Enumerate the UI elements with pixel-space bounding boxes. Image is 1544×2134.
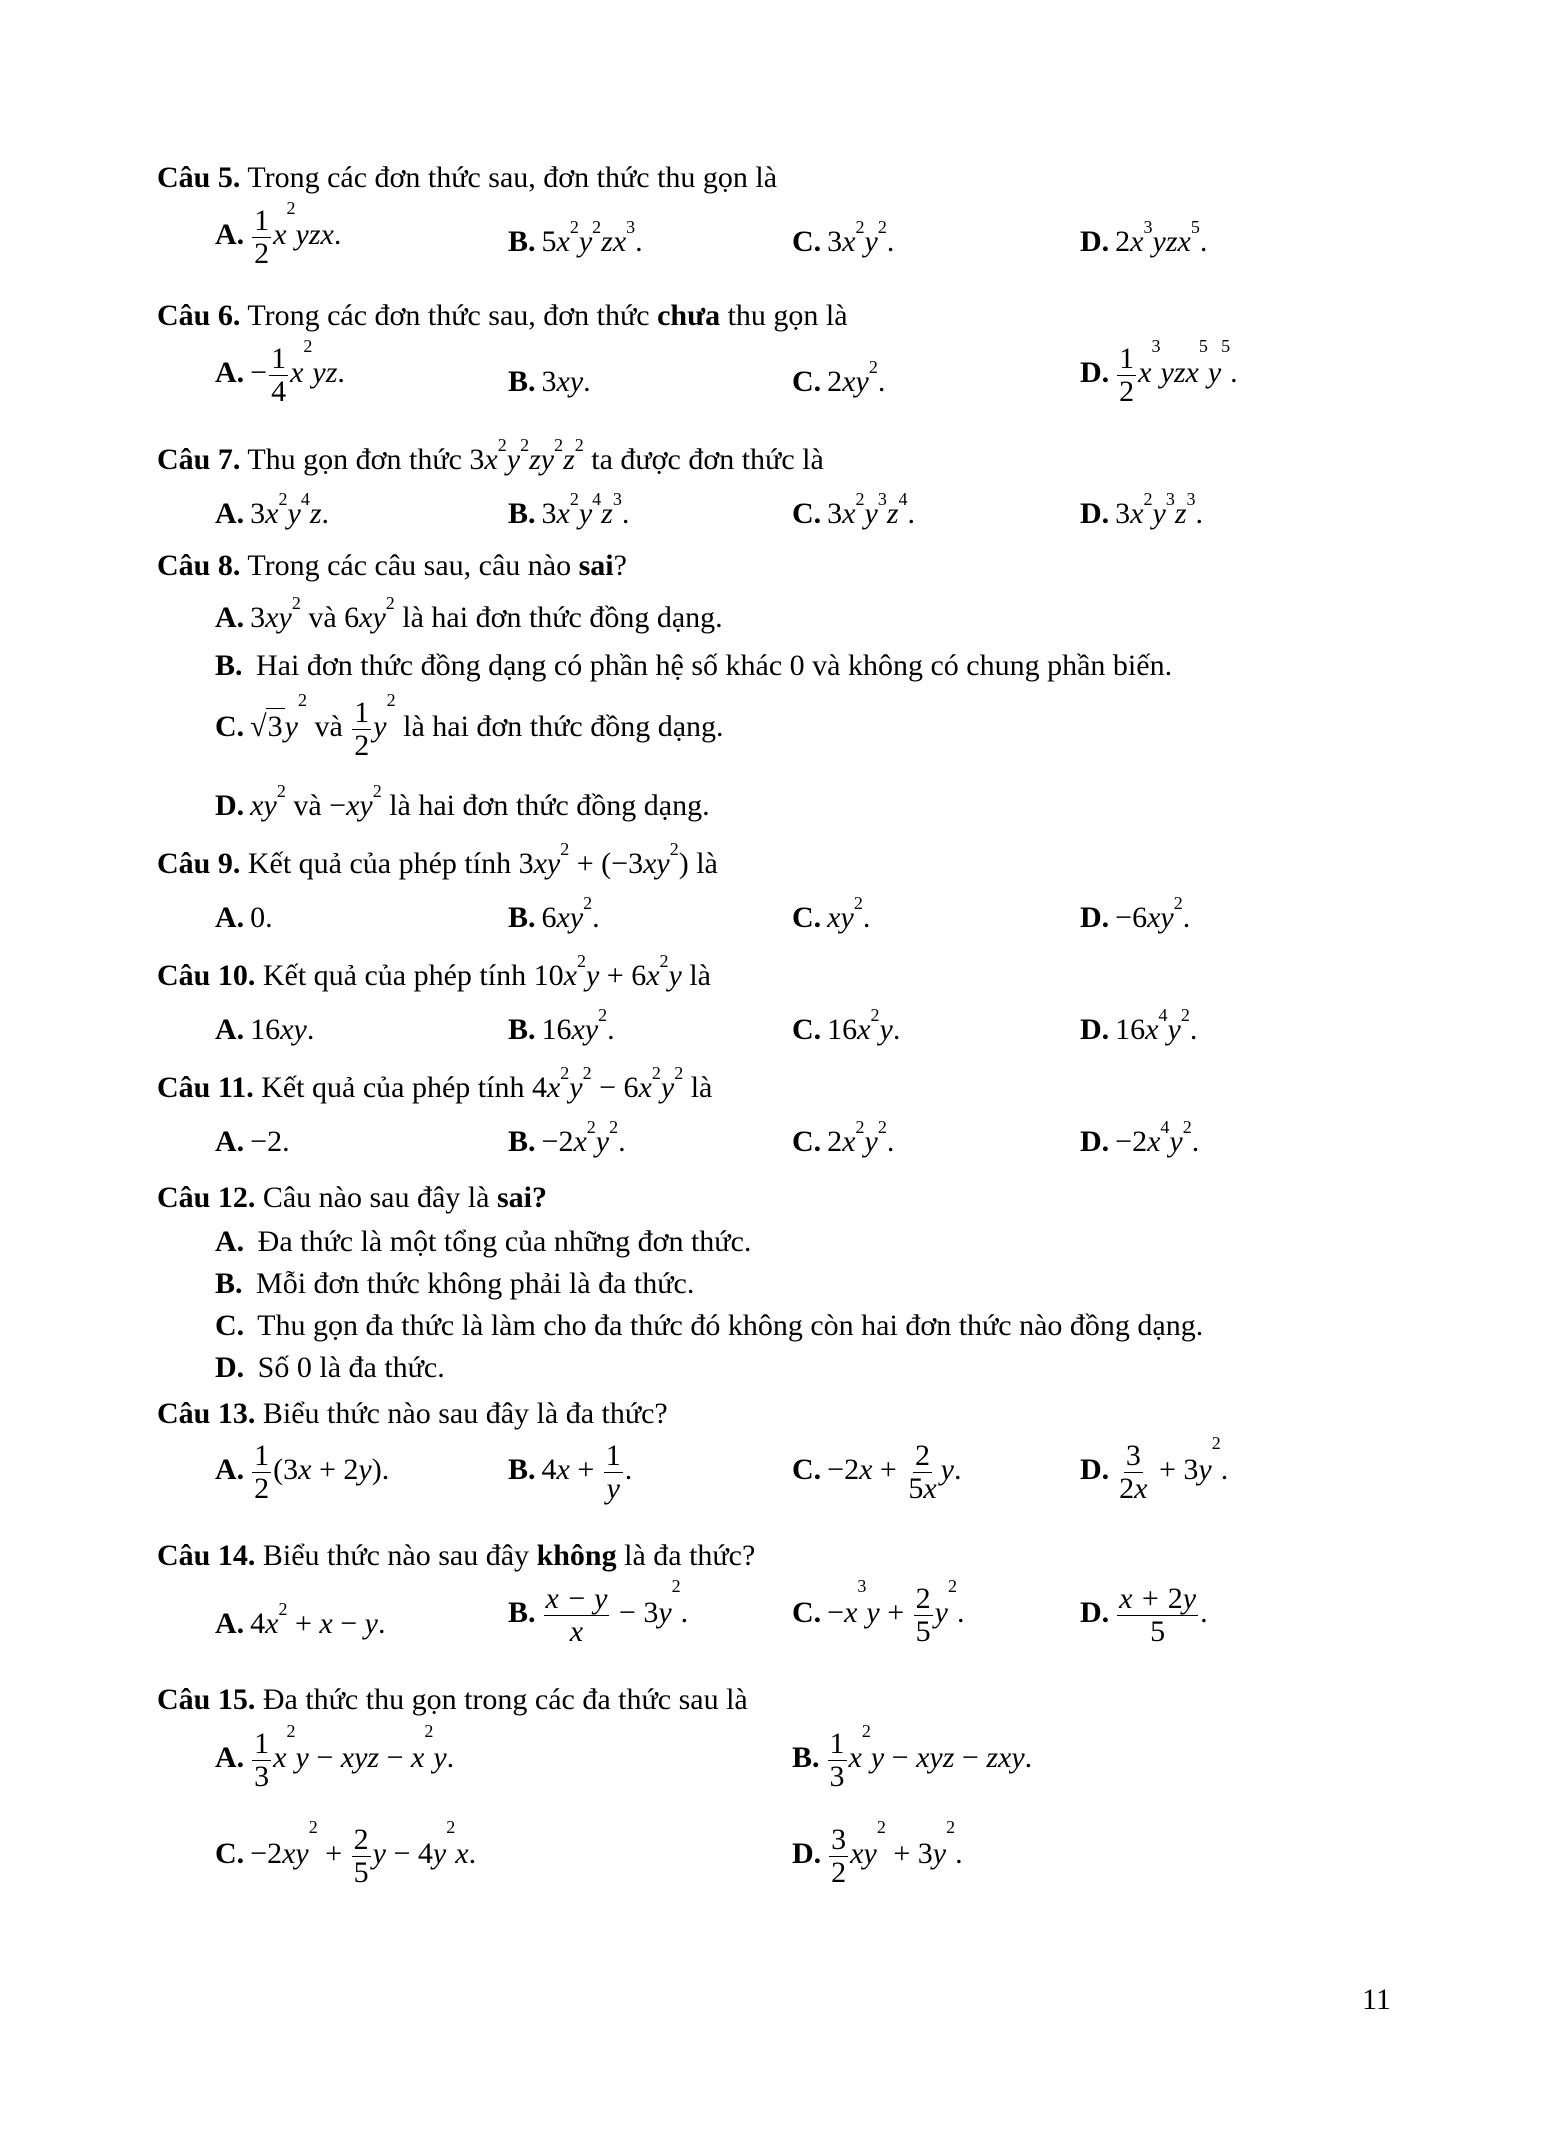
q6-option-b: B. 3xy. bbox=[508, 365, 591, 398]
q5-option-c: C. $3x^2y^2$. bbox=[792, 217, 895, 258]
q12-option-a: A. Đa thức là một tổng của những đơn thức. bbox=[215, 1225, 752, 1258]
q15-option-d: D. $\frac{3}{2}$ $xy^2 + 3y^2$. bbox=[792, 1817, 963, 1889]
q8-option-b: B. Hai đơn thức đồng dạng có phần hệ số khác 0 và không có chung phần biến. bbox=[215, 649, 1173, 682]
q10-option-c: C. $16x^2y$. bbox=[792, 1005, 901, 1046]
q10-option-b: B. $16xy^2$. bbox=[508, 1005, 615, 1046]
q6-option-d: D. $\frac{1}{2}$ $x^3yzx^5y^5$. bbox=[1080, 336, 1238, 408]
page-number: 11 bbox=[1362, 1983, 1391, 2016]
q7-option-c: C. $3x^2y^3z^4$. bbox=[792, 489, 916, 530]
q14-option-c: C. $-x^3y$ + $\frac{2}{5}$ $y^2$. bbox=[792, 1576, 965, 1648]
q8-option-a: A. $3xy^2$ và $6xy^2$ là hai đơn thức đồng dạng. bbox=[215, 593, 723, 634]
q8-option-c: C. $√3y^2$ và $\frac{1}{2}$ $y^2$ là hai đơn thức đồng dạng. bbox=[215, 690, 724, 762]
q15-option-a: A. $\frac{1}{3}$ $x^2y$ − xyz − $x^2y$. bbox=[215, 1721, 455, 1793]
question-6: Câu 6. Trong các đơn thức sau, đơn thức chưa thu gọn là bbox=[157, 299, 848, 332]
q15-option-b: B. $\frac{1}{3}$ $x^2y$ − xyz − zxy. bbox=[792, 1721, 1033, 1793]
question-9: Câu 9. Kết quả của phép tính $3xy^2 + (-3xy^2)$ là bbox=[157, 839, 718, 880]
q14-option-d: D. $\frac{x + 2y}{5}$ . bbox=[1080, 1582, 1208, 1648]
q13-option-d: D. $\frac{3}{2x}$ + $3y^2$. bbox=[1080, 1433, 1229, 1505]
q9-option-d: D. $-6xy^2$. bbox=[1080, 893, 1191, 934]
question-14: Câu 14. Biểu thức nào sau đây không là đa thức? bbox=[157, 1539, 756, 1572]
question-11: Câu 11. Kết quả của phép tính $4x^2y^2 - 6x^2y^2$ là bbox=[157, 1063, 713, 1104]
q5-option-b: B. $5x^2y^2zx^3$. bbox=[508, 217, 643, 258]
q11-option-c: C. $2x^2y^2$. bbox=[792, 1117, 895, 1158]
q6-option-c: C. $2xy^2$. bbox=[792, 357, 886, 398]
q12-option-d: D. Số 0 là đa thức. bbox=[215, 1351, 445, 1384]
q14-option-b: B. $\frac{x - y}{x}$ − $3y^2$. bbox=[508, 1576, 689, 1648]
q13-option-a: A. $\frac{1}{2}$ (3x + 2y). bbox=[215, 1439, 390, 1505]
q11-option-b: B. $-2x^2y^2$. bbox=[508, 1117, 626, 1158]
q5-option-a: A. $\frac{1}{2}$ $x^2yzx$. bbox=[215, 198, 342, 270]
q15-option-c: C. $-2xy^2$ + $\frac{2}{5}$ $y - 4y^2x$. bbox=[215, 1817, 477, 1889]
question-10: Câu 10. Kết quả của phép tính $10x^2y + 6x^2y$ là bbox=[157, 951, 711, 992]
question-8: Câu 8. Trong các câu sau, câu nào sai? bbox=[157, 549, 627, 582]
question-13: Câu 13. Biểu thức nào sau đây là đa thức? bbox=[157, 1397, 668, 1430]
q8-option-d: D. $xy^2$ và $-xy^2$ là hai đơn thức đồng dạng. bbox=[215, 781, 710, 822]
q7-option-a: A. $3x^2y^4z$. bbox=[215, 489, 330, 530]
q10-option-d: D. $16x^4y^2$. bbox=[1080, 1005, 1198, 1046]
q5-option-d: D. $2x^3yzx^5$. bbox=[1080, 217, 1208, 258]
q7-option-b: B. $3x^2y^4z^3$. bbox=[508, 489, 630, 530]
q11-option-a: A. −2. bbox=[215, 1125, 290, 1158]
q9-option-a: A. 0. bbox=[215, 901, 273, 934]
q12-option-b: B. Mỗi đơn thức không phải là đa thức. bbox=[215, 1267, 695, 1300]
q12-option-c: C. Thu gọn đa thức là làm cho đa thức đó không còn hai đơn thức nào đồng dạng. bbox=[215, 1309, 1204, 1342]
question-5 bbox=[157, 160, 777, 196]
question-12: Câu 12. Câu nào sau đây là sai? bbox=[157, 1181, 547, 1214]
question-15: Câu 15. Đa thức thu gọn trong các đa thức sau là bbox=[157, 1683, 748, 1716]
question-7: Câu 7. Thu gọn đơn thức $3x^2y^2zy^2z^2$ ta được đơn thức là bbox=[157, 435, 824, 476]
q13-option-c: C. −2x + $\frac{2}{5x}$ y. bbox=[792, 1439, 962, 1505]
question-number: Câu 5. bbox=[157, 161, 241, 194]
q10-option-a: A. 16xy. bbox=[215, 1013, 315, 1046]
q13-option-b: B. 4x + $\frac{1}{y}$ . bbox=[508, 1439, 633, 1505]
question-text: Trong các đơn thức sau, đơn thức thu gọn là bbox=[240, 161, 778, 194]
q7-option-d: D. $3x^2y^3z^3$. bbox=[1080, 489, 1204, 530]
q14-option-a: A. $4x^2 + x - y$. bbox=[215, 1599, 386, 1640]
q9-option-c: C. $xy^2$. bbox=[792, 893, 871, 934]
q6-option-a: A. − $\frac{1}{4}$ $x^2yz$. bbox=[215, 336, 345, 408]
q9-option-b: B. $6xy^2$. bbox=[508, 893, 600, 934]
q11-option-d: D. $-2x^4y^2$. bbox=[1080, 1117, 1200, 1158]
